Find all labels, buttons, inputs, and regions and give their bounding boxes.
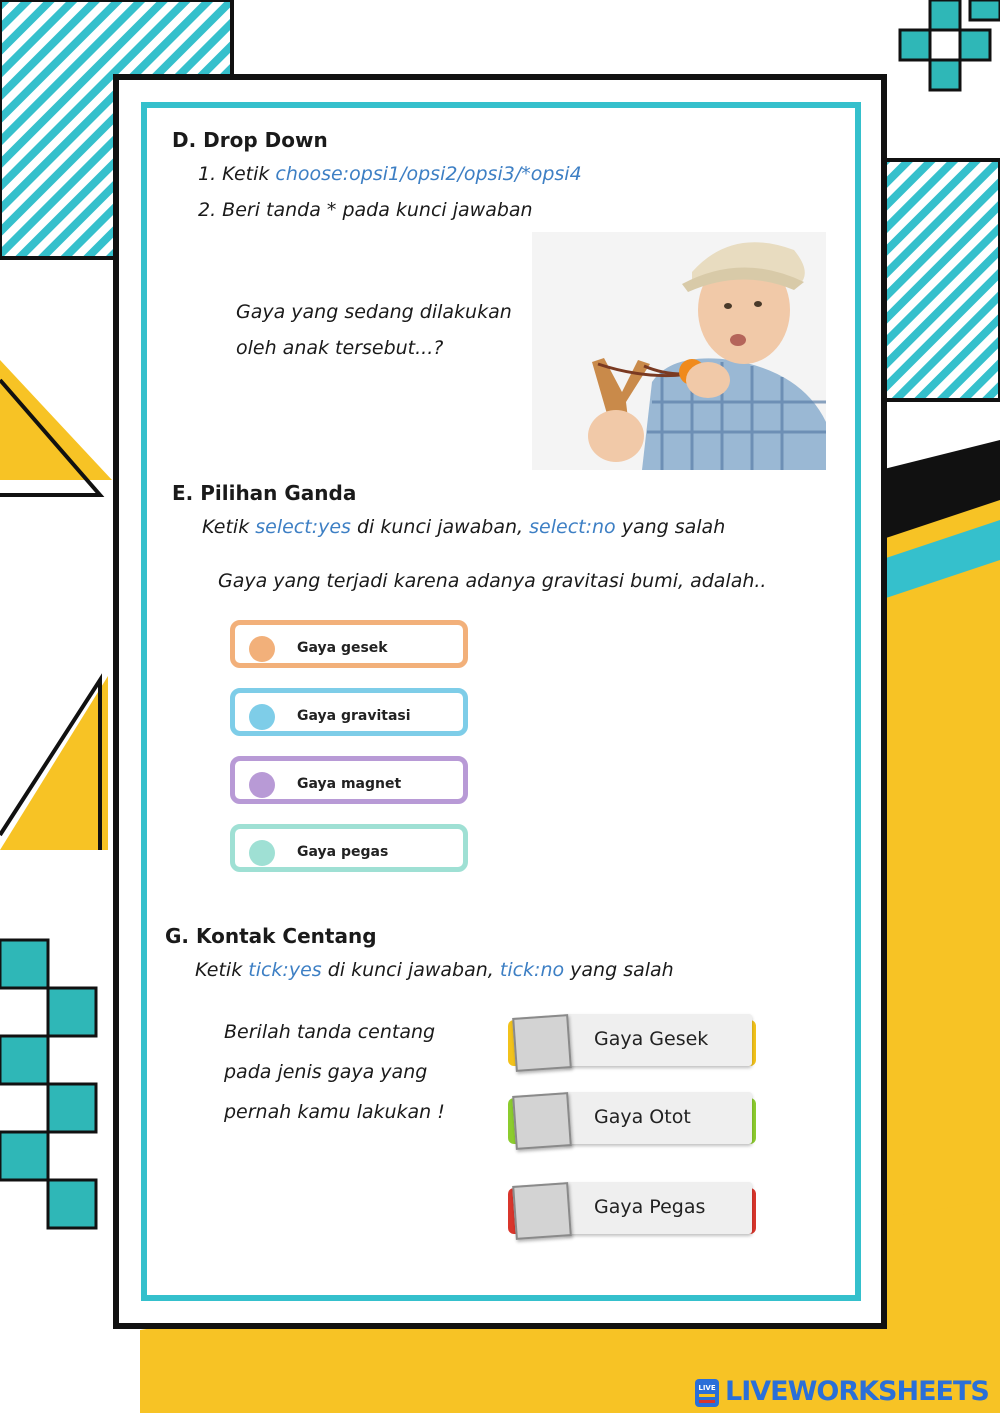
- instr-code-yes: select:yes: [255, 516, 351, 538]
- section-e-heading: E. Pilihan Ganda: [172, 481, 357, 505]
- boy-slingshot-image: [532, 232, 826, 470]
- instr-mid: di kunci jawaban,: [321, 959, 500, 981]
- section-e-question: Gaya yang terjadi karena adanya gravitasi bumi, adalah..: [218, 570, 767, 592]
- option-label: Gaya pegas: [297, 844, 389, 860]
- question-line2: pada jenis gaya yang: [224, 1061, 428, 1083]
- instr-code-no: tick:no: [499, 959, 565, 981]
- option-gaya-gesek[interactable]: [230, 620, 468, 668]
- section-e-instruction: [202, 516, 725, 538]
- question-line1: Berilah tanda centang: [224, 1021, 436, 1043]
- section-d-question: [236, 294, 512, 366]
- logo-text: LIVEWORKSHEETS: [725, 1376, 989, 1407]
- logo-badge-icon: [693, 1378, 721, 1408]
- instr-mid: di kunci jawaban,: [350, 516, 530, 538]
- tick-checkbox[interactable]: [512, 1182, 572, 1240]
- instr-prefix: Ketik: [202, 516, 256, 538]
- tick-item-label: Gaya Otot: [594, 1106, 691, 1128]
- question-line3: pernah kamu lakukan !: [224, 1101, 445, 1123]
- tick-checkbox[interactable]: [512, 1014, 572, 1072]
- logo-badge-text: LIVE: [698, 1384, 716, 1392]
- section-d-step2: 2. Beri tanda * pada kunci jawaban: [198, 199, 533, 221]
- section-d-heading: D. Drop Down: [172, 128, 328, 152]
- step1-prefix: 1. Ketik: [198, 163, 276, 185]
- option-radio-dot: [249, 772, 275, 798]
- tick-item-label: Gaya Gesek: [594, 1028, 709, 1050]
- option-label: Gaya magnet: [297, 776, 402, 792]
- section-g-heading: G. Kontak Centang: [165, 924, 377, 948]
- instr-code-no: select:no: [529, 516, 616, 538]
- section-d-step1: [198, 163, 582, 185]
- option-gaya-pegas[interactable]: [230, 824, 468, 872]
- instr-suffix: yang salah: [564, 959, 674, 981]
- tick-item-gaya-otot: [508, 1092, 756, 1148]
- option-radio-dot: [249, 636, 275, 662]
- section-g-question: [224, 1012, 445, 1132]
- instr-code-yes: tick:yes: [248, 959, 322, 981]
- liveworksheets-logo[interactable]: [693, 1376, 993, 1410]
- tick-item-gaya-gesek: [508, 1014, 756, 1070]
- tick-item-label: Gaya Pegas: [594, 1196, 706, 1218]
- question-line2: oleh anak tersebut...?: [236, 337, 444, 359]
- section-g-instruction: [195, 959, 674, 981]
- option-gaya-gravitasi[interactable]: [230, 688, 468, 736]
- option-label: Gaya gravitasi: [297, 708, 411, 724]
- question-line1: Gaya yang sedang dilakukan: [236, 301, 512, 323]
- instr-prefix: Ketik: [195, 959, 249, 981]
- tick-checkbox[interactable]: [512, 1092, 572, 1150]
- option-label: Gaya gesek: [297, 640, 388, 656]
- instr-suffix: yang salah: [615, 516, 726, 538]
- option-radio-dot: [249, 840, 275, 866]
- option-gaya-magnet[interactable]: [230, 756, 468, 804]
- step1-code: choose:opsi1/opsi2/opsi3/*opsi4: [275, 163, 582, 185]
- option-radio-dot: [249, 704, 275, 730]
- tick-item-gaya-pegas: [508, 1182, 756, 1238]
